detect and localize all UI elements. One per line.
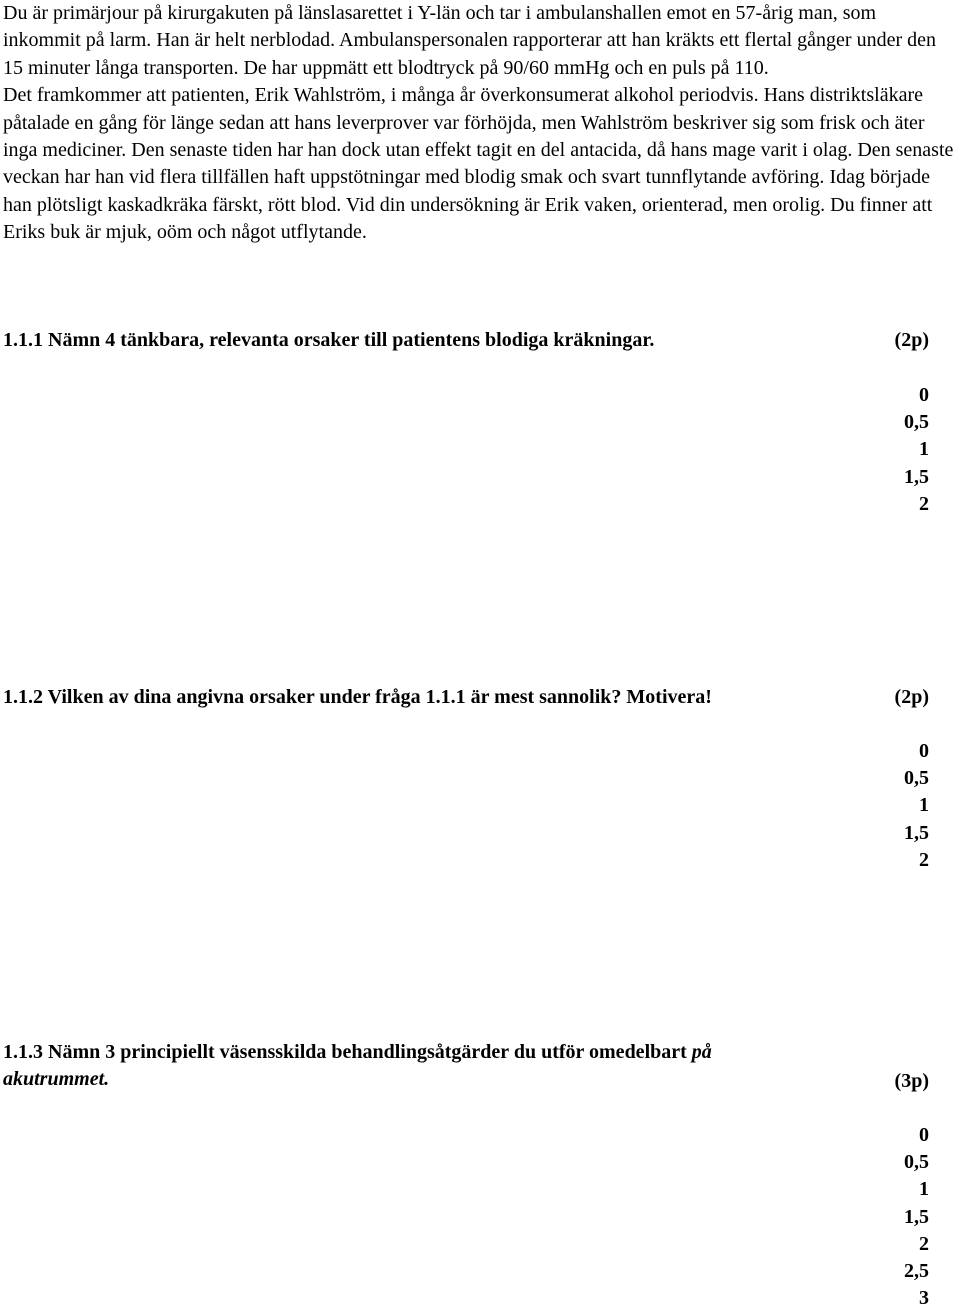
- question-1-1-1: 1.1.1 Nämn 4 tänkbara, relevanta orsaker till patientens blodiga kräkningar.: [3, 329, 655, 351]
- question-1-1-1-score-scale: [904, 382, 929, 518]
- question-1-1-2-score-scale: [904, 738, 929, 874]
- score-option: 1: [919, 438, 929, 461]
- score-option: 2: [919, 492, 929, 515]
- question-1-1-3-text: 1.1.3 Nämn 3 principiellt väsensskilda behandlingsåtgärder du utför omedelbart: [3, 1041, 687, 1063]
- case-paragraph: Du är primärjour på kirurgakuten på länslasarettet i Y-län och tar i ambulanshallen emot en 57-årig man, som inkommit på larm. Han är helt nerblodad. Ambulanspersonalen rapporterar att han kräkts ett flertal gånger under den 15 minuter långa transporten. De har uppmätt ett blodtryck på 90/60 mmHg och en puls på 110.: [3, 2, 937, 79]
- case-paragraph: Idag började han plötsligt kaskadkräka färskt, rött blod.: [3, 166, 930, 216]
- question-1-1-1-points: (2p): [894, 329, 929, 351]
- score-option: 1,5: [904, 1205, 929, 1228]
- score-option: 0: [919, 740, 929, 762]
- case-paragraph: Den senaste tiden har han dock utan effekt tagit en del antacida, då hans mage varit i olag.: [131, 139, 853, 162]
- score-option: 0,5: [904, 1151, 929, 1174]
- score-option: 0,5: [904, 411, 929, 434]
- question-1-1-2: 1.1.2 Vilken av dina angivna orsaker under fråga 1.1.1 är mest sannolik? Motivera!: [3, 686, 712, 708]
- score-option: 0,5: [904, 767, 929, 790]
- score-option: 1: [919, 1178, 929, 1201]
- score-option: 2: [919, 1232, 929, 1255]
- score-option: 1: [919, 794, 929, 817]
- case-paragraph: Vid din undersökning är Erik vaken, orienterad, men orolig.: [345, 193, 826, 216]
- case-paragraph: Den senaste veckan har han vid flera tillfällen haft uppstötningar med blodig smak och svart tunnflytande avföring.: [3, 139, 954, 189]
- question-1-1-3-score-scale: [904, 1122, 929, 1312]
- score-option: 2,5: [904, 1260, 929, 1283]
- score-option: 2: [919, 848, 929, 871]
- case-description: [3, 0, 955, 247]
- score-option: 0: [919, 384, 929, 406]
- question-1-1-3-emphasis: akutrummet.: [3, 1068, 110, 1090]
- score-option: 3: [919, 1287, 929, 1310]
- question-1-1-3-emphasis: på: [691, 1041, 712, 1063]
- question-1-1-3-points: (3p): [894, 1070, 929, 1092]
- score-option: 0: [919, 1124, 929, 1146]
- case-paragraph: Du finner att Eriks buk är mjuk, oöm och något utflytande.: [3, 193, 933, 244]
- question-1-1-2-points: (2p): [894, 686, 929, 708]
- case-paragraph: Det framkommer att patienten, Erik Wahlström, i många år överkonsumerat alkohol periodvis. Hans distriktsläkare påtalade en gång för länge sedan att hans leverprover var förhöjda, men Wahlström beskriver sig som frisk och äter inga mediciner.: [3, 84, 925, 162]
- question-1-1-3: [3, 1039, 863, 1093]
- score-option: 1,5: [904, 821, 929, 844]
- score-option: 1,5: [904, 465, 929, 488]
